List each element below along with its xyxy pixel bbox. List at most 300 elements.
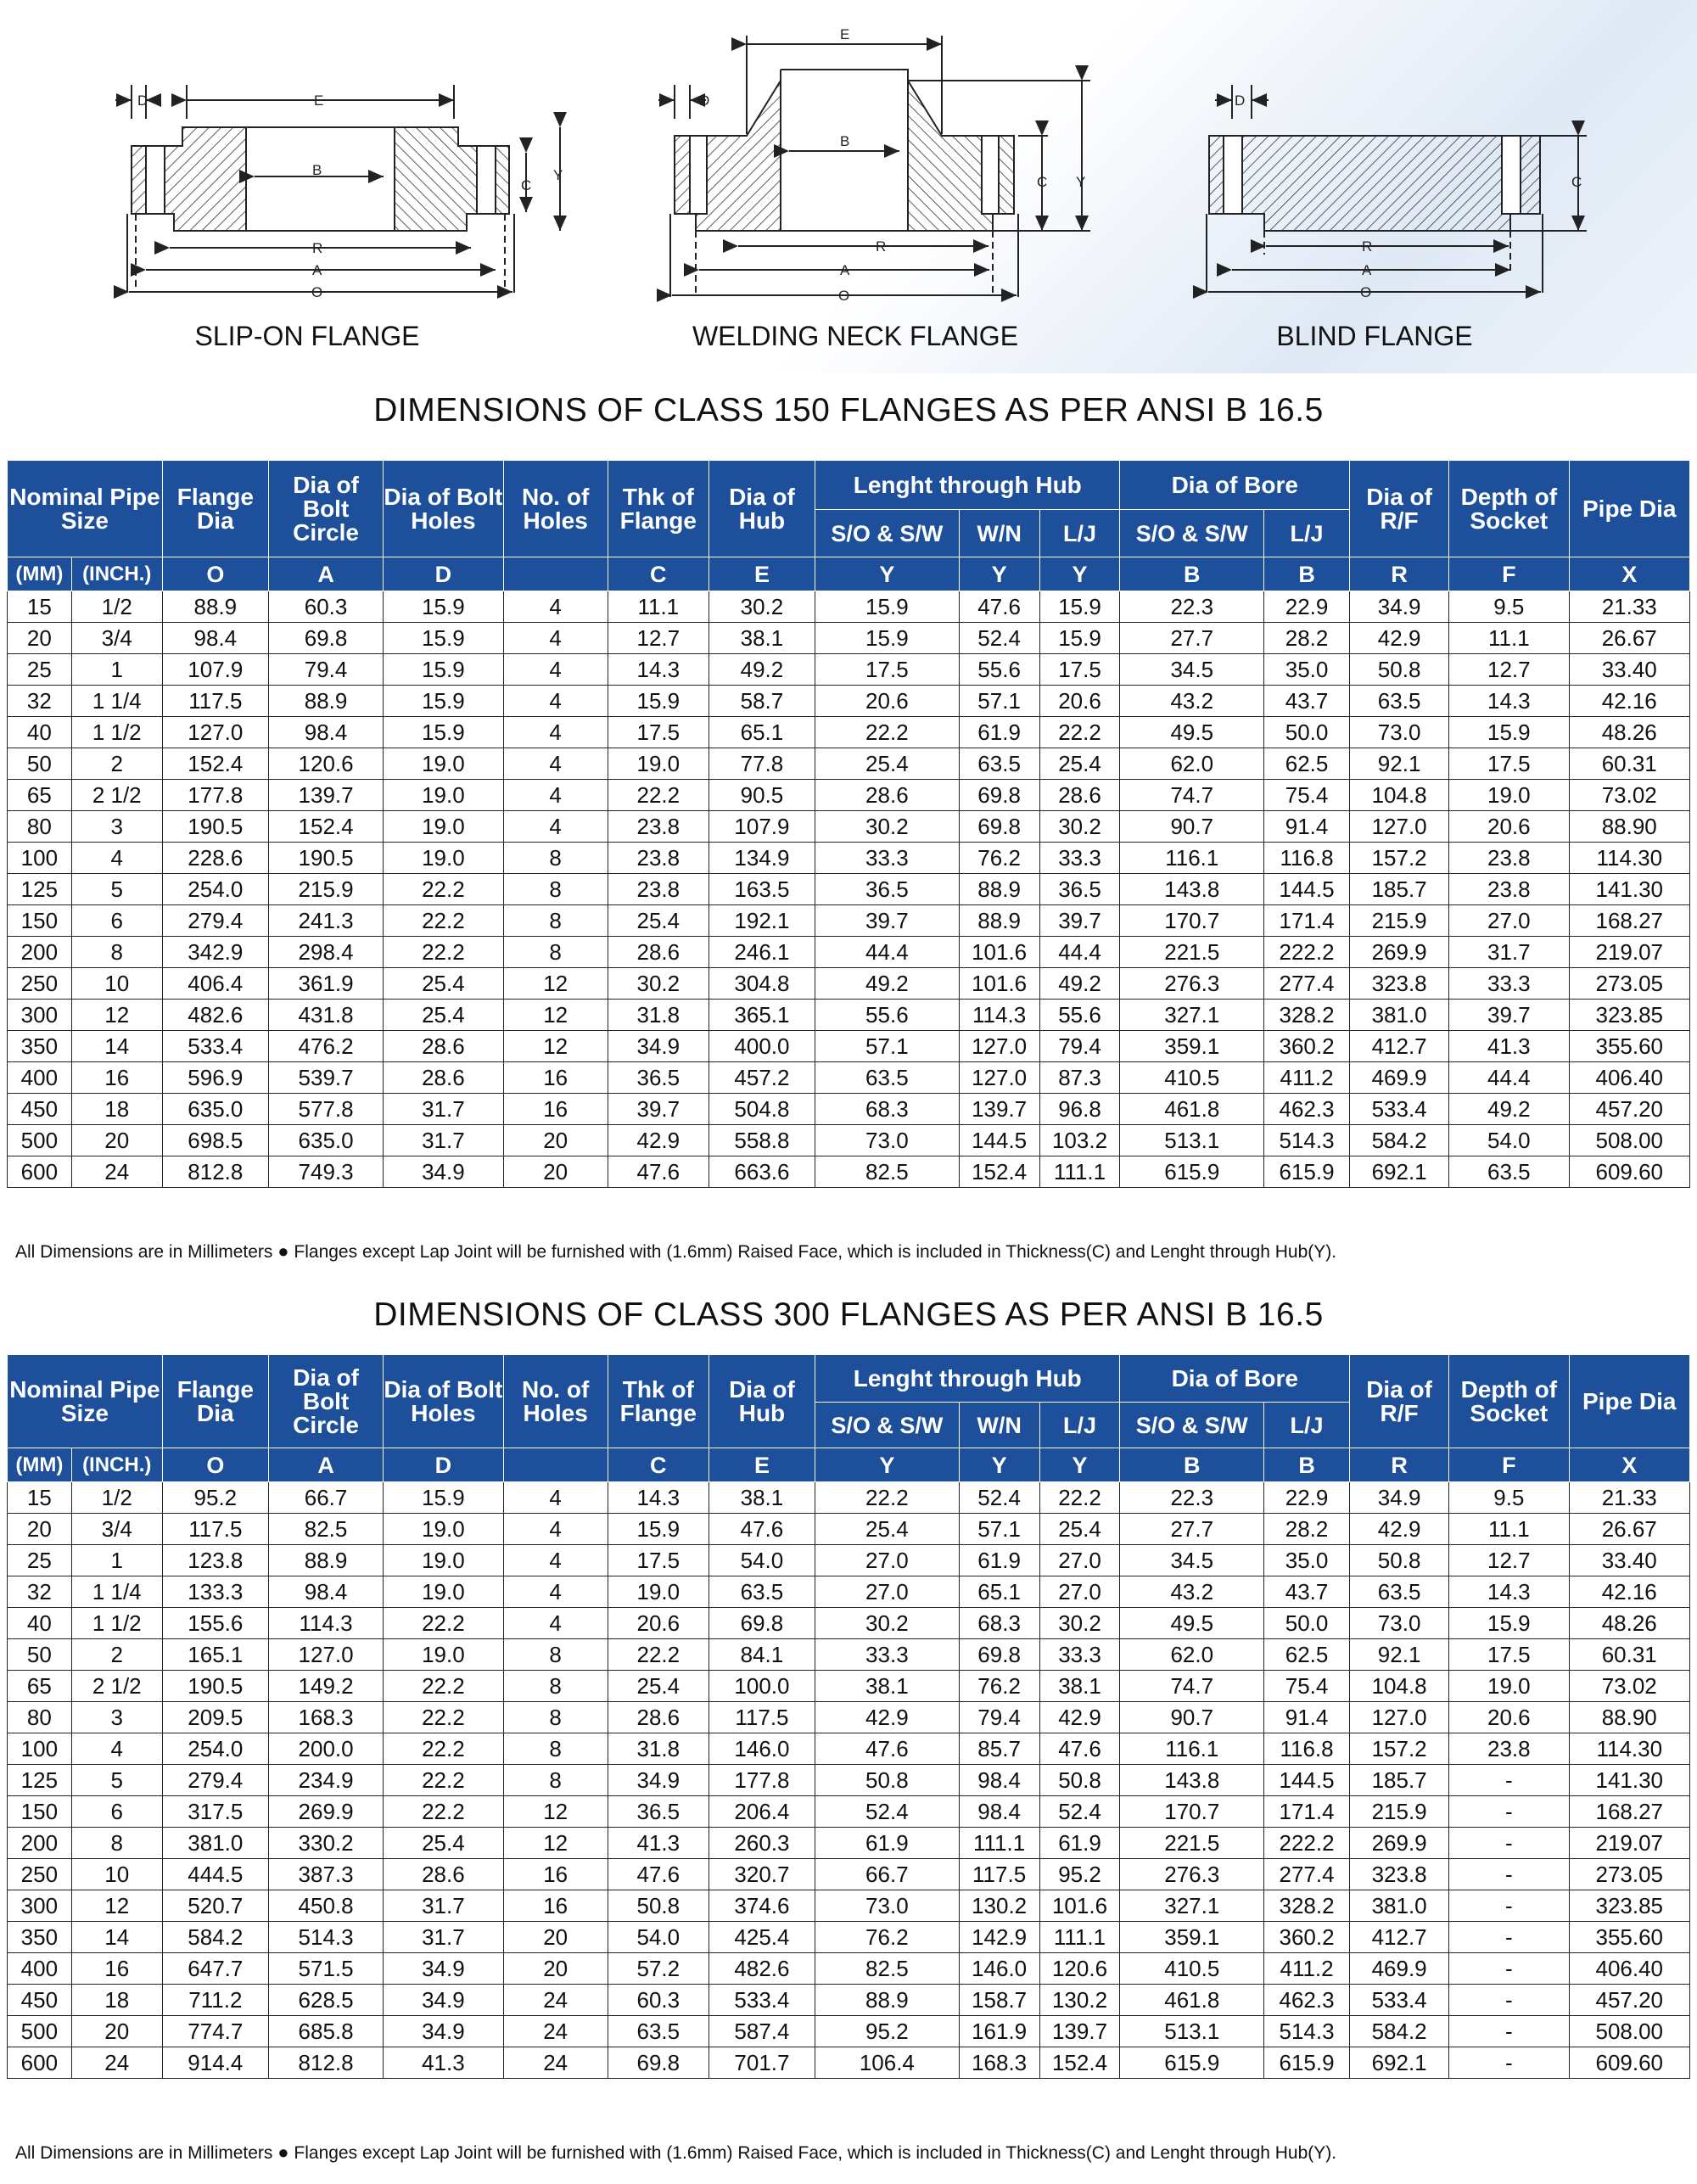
table-cell: 4: [503, 1514, 608, 1545]
table-cell: 206.4: [708, 1796, 815, 1828]
table-cell: 24: [71, 2047, 162, 2079]
table-cell: 33.3: [1449, 968, 1569, 1000]
table-cell: 22.2: [384, 905, 503, 937]
table-cell: 49.5: [1120, 1608, 1264, 1639]
table-cell: 406.4: [162, 968, 268, 1000]
table-cell: 50: [8, 748, 72, 780]
table-cell: 411.2: [1264, 1062, 1350, 1094]
table-cell: 49.2: [1039, 968, 1120, 1000]
table-cell: 24: [503, 1985, 608, 2016]
table-row: [8, 1062, 1690, 1094]
table-cell: 457.20: [1569, 1094, 1690, 1125]
table-cell: 22.3: [1120, 1482, 1264, 1514]
table-cell: 54.0: [1449, 1125, 1569, 1156]
table-cell: 3: [71, 811, 162, 843]
table-cell: 12: [503, 1796, 608, 1828]
table-cell: 62.5: [1264, 1639, 1350, 1671]
table-cell: 50.8: [1039, 1765, 1120, 1796]
table-cell: 73.0: [815, 1890, 960, 1922]
table-cell: 134.9: [708, 843, 815, 874]
table-cell: 146.0: [959, 1953, 1039, 1985]
table-cell: 38.1: [1039, 1671, 1120, 1702]
table-row: [8, 1828, 1690, 1859]
table-cell: 127.0: [959, 1031, 1039, 1062]
table-row: [8, 1702, 1690, 1733]
table-cell: 168.27: [1569, 905, 1690, 937]
table-cell: 98.4: [959, 1796, 1039, 1828]
table-cell: 14: [71, 1031, 162, 1062]
table-cell: 2: [71, 748, 162, 780]
svg-text:E: E: [840, 26, 850, 42]
table-cell: 49.2: [708, 654, 815, 686]
table-cell: 40: [8, 717, 72, 748]
svg-text:A: A: [1362, 262, 1372, 278]
table-cell: 4: [503, 591, 608, 623]
table-cell: 69.8: [959, 780, 1039, 811]
table-cell: 12: [503, 1828, 608, 1859]
table-cell: 317.5: [162, 1796, 268, 1828]
table-cell: 431.8: [268, 1000, 383, 1031]
table-cell: 127.0: [959, 1062, 1039, 1094]
hdr-length-hub: Lenght through Hub: [815, 461, 1120, 510]
table-cell: 222.2: [1264, 937, 1350, 968]
table-cell: 4: [71, 1733, 162, 1765]
table-cell: 15.9: [1039, 623, 1120, 654]
table-cell: 254.0: [162, 874, 268, 905]
table-cell: 1: [71, 1545, 162, 1576]
svg-text:B: B: [840, 133, 850, 149]
table-cell: 8: [71, 937, 162, 968]
table-cell: 11.1: [1449, 1514, 1569, 1545]
table-row: [8, 1545, 1690, 1576]
svg-text:O: O: [838, 288, 850, 304]
table-cell: 246.1: [708, 937, 815, 968]
table-cell: 10: [71, 1859, 162, 1890]
table-cell: 304.8: [708, 968, 815, 1000]
table-cell: 8: [503, 1702, 608, 1733]
table-cell: 50.0: [1264, 1608, 1350, 1639]
table-cell: 812.8: [268, 2047, 383, 2079]
table-row: [8, 1985, 1690, 2016]
table-row: [8, 1482, 1690, 1514]
table-cell: 277.4: [1264, 1859, 1350, 1890]
table-cell: 15.9: [1449, 1608, 1569, 1639]
table-cell: 79.4: [959, 1702, 1039, 1733]
table-cell: 101.6: [959, 937, 1039, 968]
table-cell: 28.6: [1039, 780, 1120, 811]
table-cell: -: [1449, 1890, 1569, 1922]
table-cell: 52.4: [815, 1796, 960, 1828]
hdr-y-so-sw: S/O & S/W: [815, 510, 960, 557]
table-cell: 95.2: [1039, 1859, 1120, 1890]
table-cell: 114.30: [1569, 843, 1690, 874]
table-cell: 34.9: [384, 1156, 503, 1188]
table-cell: 12: [503, 1031, 608, 1062]
table-cell: 609.60: [1569, 1156, 1690, 1188]
table-row: [8, 811, 1690, 843]
table-cell: 774.7: [162, 2016, 268, 2047]
table-cell: 635.0: [162, 1094, 268, 1125]
table-cell: 35.0: [1264, 1545, 1350, 1576]
table-cell: 15.9: [384, 591, 503, 623]
table-cell: 65: [8, 1671, 72, 1702]
table-cell: 54.0: [708, 1545, 815, 1576]
table-cell: 63.5: [1350, 686, 1449, 717]
table-cell: 6: [71, 1796, 162, 1828]
table-cell: 19.0: [384, 843, 503, 874]
table-cell: 461.8: [1120, 1094, 1264, 1125]
table-cell: 24: [71, 1156, 162, 1188]
table-row: [8, 1733, 1690, 1765]
table-cell: 221.5: [1120, 1828, 1264, 1859]
table-cell: 600: [8, 1156, 72, 1188]
table-cell: 342.9: [162, 937, 268, 968]
table-cell: 6: [71, 905, 162, 937]
table-row: [8, 654, 1690, 686]
table-cell: 8: [503, 1765, 608, 1796]
table-cell: 27.7: [1120, 1514, 1264, 1545]
table-cell: 30.2: [815, 1608, 960, 1639]
table-cell: 425.4: [708, 1922, 815, 1953]
hdr-length-hub: Lenght through Hub: [815, 1355, 1120, 1403]
table-cell: 28.6: [384, 1031, 503, 1062]
table-cell: 66.7: [815, 1859, 960, 1890]
table-cell: 360.2: [1264, 1922, 1350, 1953]
table-cell: 279.4: [162, 1765, 268, 1796]
table-cell: 55.6: [1039, 1000, 1120, 1031]
table-cell: 33.40: [1569, 654, 1690, 686]
table-cell: 4: [503, 654, 608, 686]
table-cell: 450: [8, 1985, 72, 2016]
table-cell: 31.8: [608, 1733, 708, 1765]
table-cell: 38.1: [708, 1482, 815, 1514]
table-cell: 101.6: [1039, 1890, 1120, 1922]
table-cell: 36.5: [1039, 874, 1120, 905]
sym-y1: Y: [815, 1448, 960, 1482]
table-cell: 104.8: [1350, 780, 1449, 811]
table-cell: 412.7: [1350, 1922, 1449, 1953]
table-cell: 812.8: [162, 1156, 268, 1188]
table-cell: 36.5: [608, 1796, 708, 1828]
table-cell: 508.00: [1569, 1125, 1690, 1156]
table-cell: 25: [8, 1545, 72, 1576]
table-cell: 65.1: [959, 1576, 1039, 1608]
table-cell: 34.9: [608, 1031, 708, 1062]
table-cell: 698.5: [162, 1125, 268, 1156]
table-cell: 103.2: [1039, 1125, 1120, 1156]
table-cell: 22.9: [1264, 1482, 1350, 1514]
table-cell: 16: [503, 1062, 608, 1094]
sym-b2: B: [1264, 557, 1350, 591]
svg-text:R: R: [876, 238, 887, 255]
table-cell: 88.9: [268, 1545, 383, 1576]
table-cell: 513.1: [1120, 1125, 1264, 1156]
table-cell: 215.9: [1350, 905, 1449, 937]
table-cell: 34.9: [384, 1985, 503, 2016]
svg-text:A: A: [312, 262, 322, 278]
table-cell: 323.8: [1350, 1859, 1449, 1890]
sym-y2: Y: [959, 557, 1039, 591]
table-row: [8, 1859, 1690, 1890]
table-cell: 74.7: [1120, 1671, 1264, 1702]
class300-note-raised-face: Flanges except Lap Joint will be furnished with (1.6mm) Raised Face, which is included in Thickness(C) and Lenght through Hub(Y).: [294, 2143, 1337, 2163]
table-cell: 42.9: [1039, 1702, 1120, 1733]
table-cell: 1/2: [71, 1482, 162, 1514]
table-cell: 63.5: [608, 2016, 708, 2047]
table-cell: 73.0: [815, 1125, 960, 1156]
table-cell: 60.3: [268, 591, 383, 623]
table-cell: 23.8: [608, 811, 708, 843]
table-cell: 35.0: [1264, 654, 1350, 686]
table-cell: 406.40: [1569, 1953, 1690, 1985]
table-cell: 61.9: [959, 1545, 1039, 1576]
table-cell: 39.7: [815, 905, 960, 937]
table-cell: 355.60: [1569, 1922, 1690, 1953]
sym-y3: Y: [1039, 557, 1120, 591]
table-cell: 406.40: [1569, 1062, 1690, 1094]
table-cell: 17.5: [1449, 1639, 1569, 1671]
table-cell: 8: [503, 905, 608, 937]
table-cell: 8: [503, 843, 608, 874]
class150-note-units: All Dimensions are in Millimeters: [15, 1242, 273, 1262]
table-cell: 20: [8, 623, 72, 654]
sym-a: A: [268, 1448, 383, 1482]
table-cell: 276.3: [1120, 1859, 1264, 1890]
table-cell: 76.2: [815, 1922, 960, 1953]
table-cell: 47.6: [608, 1859, 708, 1890]
table-row: [8, 1000, 1690, 1031]
sym-o: O: [162, 1448, 268, 1482]
table-cell: 33.3: [815, 843, 960, 874]
table-cell: 457.2: [708, 1062, 815, 1094]
table-cell: 17.5: [815, 654, 960, 686]
sym-f: F: [1449, 557, 1569, 591]
table-cell: 49.2: [1449, 1094, 1569, 1125]
table-cell: 171.4: [1264, 1796, 1350, 1828]
table-cell: 177.8: [708, 1765, 815, 1796]
table-cell: 4: [503, 623, 608, 654]
table-cell: 241.3: [268, 905, 383, 937]
table-cell: 74.7: [1120, 780, 1264, 811]
table-cell: 300: [8, 1890, 72, 1922]
table-cell: -: [1449, 1765, 1569, 1796]
sym-y2: Y: [959, 1448, 1039, 1482]
table-cell: 587.4: [708, 2016, 815, 2047]
table-cell: 450.8: [268, 1890, 383, 1922]
sym-blank: [503, 1448, 608, 1482]
table-cell: 20.6: [1449, 1702, 1569, 1733]
table-cell: 31.7: [384, 1094, 503, 1125]
svg-text:C: C: [1571, 174, 1582, 190]
table-cell: 539.7: [268, 1062, 383, 1094]
table-row: [8, 748, 1690, 780]
table-cell: 22.2: [815, 717, 960, 748]
table-cell: 330.2: [268, 1828, 383, 1859]
table-cell: 41.3: [384, 2047, 503, 2079]
table-cell: 1/2: [71, 591, 162, 623]
table-cell: 15.9: [608, 686, 708, 717]
table-cell: 152.4: [959, 1156, 1039, 1188]
hdr-y-wn: W/N: [959, 1403, 1039, 1448]
table-cell: 12: [71, 1000, 162, 1031]
table-cell: 9.5: [1449, 591, 1569, 623]
table-cell: 4: [503, 1545, 608, 1576]
table-cell: 22.2: [384, 1702, 503, 1733]
sym-e: E: [708, 1448, 815, 1482]
table-cell: 16: [503, 1890, 608, 1922]
table-cell: 4: [503, 717, 608, 748]
table-cell: 116.1: [1120, 843, 1264, 874]
sym-y3: Y: [1039, 1448, 1120, 1482]
table-cell: 15: [8, 1482, 72, 1514]
table-row: [8, 2047, 1690, 2079]
table-cell: 49.2: [815, 968, 960, 1000]
table-cell: 144.5: [1264, 1765, 1350, 1796]
table-row: [8, 780, 1690, 811]
table-cell: 22.9: [1264, 591, 1350, 623]
table-row: [8, 1922, 1690, 1953]
table-cell: 260.3: [708, 1828, 815, 1859]
table-cell: 39.7: [1039, 905, 1120, 937]
table-cell: -: [1449, 1859, 1569, 1890]
table-cell: 79.4: [1039, 1031, 1120, 1062]
table-cell: 22.2: [384, 937, 503, 968]
svg-text:B: B: [312, 162, 322, 178]
table-cell: 615.9: [1120, 2047, 1264, 2079]
table-cell: 4: [503, 686, 608, 717]
table-cell: 10: [71, 968, 162, 1000]
table-cell: 584.2: [1350, 1125, 1449, 1156]
table-cell: 88.9: [815, 1985, 960, 2016]
table-cell: 410.5: [1120, 1953, 1264, 1985]
table-cell: 15.9: [384, 623, 503, 654]
table-cell: 350: [8, 1031, 72, 1062]
table-cell: 88.9: [162, 591, 268, 623]
table-cell: 22.2: [384, 1671, 503, 1702]
table-cell: 692.1: [1350, 1156, 1449, 1188]
table-cell: 28.6: [608, 1702, 708, 1733]
table-cell: 412.7: [1350, 1031, 1449, 1062]
table-row: [8, 717, 1690, 748]
table-cell: 170.7: [1120, 1796, 1264, 1828]
table-cell: 157.2: [1350, 1733, 1449, 1765]
table-row: [8, 1765, 1690, 1796]
table-cell: 22.2: [384, 1608, 503, 1639]
sym-d: D: [384, 557, 503, 591]
table-cell: 30.2: [815, 811, 960, 843]
hdr-mm: (MM): [8, 557, 72, 591]
table-cell: 215.9: [268, 874, 383, 905]
table-cell: 19.0: [1449, 1671, 1569, 1702]
table-cell: 155.6: [162, 1608, 268, 1639]
table-cell: 27.0: [1039, 1576, 1120, 1608]
table-cell: 2 1/2: [71, 780, 162, 811]
table-cell: 12: [503, 1000, 608, 1031]
table-cell: 63.5: [1449, 1156, 1569, 1188]
table-cell: 111.1: [1039, 1156, 1120, 1188]
table-cell: 457.20: [1569, 1985, 1690, 2016]
table-cell: 8: [503, 1671, 608, 1702]
table-cell: 69.8: [708, 1608, 815, 1639]
table-cell: 8: [503, 937, 608, 968]
bullet-icon: ●: [277, 1240, 289, 1262]
table-cell: 18: [71, 1094, 162, 1125]
blind-flange-drawing: [1207, 85, 1587, 293]
table-cell: 52.4: [959, 623, 1039, 654]
table-cell: 23.8: [1449, 843, 1569, 874]
table-cell: 48.26: [1569, 717, 1690, 748]
table-cell: 75.4: [1264, 1671, 1350, 1702]
table-cell: 8: [503, 874, 608, 905]
sym-r: R: [1350, 557, 1449, 591]
class150-note: [15, 1240, 1336, 1263]
table-cell: 82.5: [268, 1514, 383, 1545]
hdr-bolt-holes: Dia of Bolt Holes: [384, 461, 503, 557]
table-row: [8, 1608, 1690, 1639]
table-cell: 28.6: [608, 937, 708, 968]
table-cell: 114.3: [959, 1000, 1039, 1031]
table-cell: 269.9: [1350, 937, 1449, 968]
table-cell: 63.5: [708, 1576, 815, 1608]
table-cell: 250: [8, 968, 72, 1000]
table-cell: 269.9: [268, 1796, 383, 1828]
table-cell: 152.4: [162, 748, 268, 780]
table-cell: 508.00: [1569, 2016, 1690, 2047]
svg-text:D: D: [137, 92, 148, 109]
table-cell: 50: [8, 1639, 72, 1671]
hdr-pipe-dia: Pipe Dia: [1569, 1355, 1690, 1448]
sym-b2: B: [1264, 1448, 1350, 1482]
table-cell: 80: [8, 811, 72, 843]
table-cell: 323.85: [1569, 1890, 1690, 1922]
hdr-thk: Thk of Flange: [608, 1355, 708, 1448]
table-cell: 91.4: [1264, 1702, 1350, 1733]
table-cell: 514.3: [1264, 1125, 1350, 1156]
table-cell: 533.4: [1350, 1094, 1449, 1125]
table-cell: 221.5: [1120, 937, 1264, 968]
table-cell: 77.8: [708, 748, 815, 780]
table-cell: 123.8: [162, 1545, 268, 1576]
hdr-b-lj: L/J: [1264, 1403, 1350, 1448]
hdr-nominal: Nominal Pipe Size: [8, 461, 163, 557]
table-cell: 23.8: [1449, 874, 1569, 905]
table-cell: 25.4: [815, 1514, 960, 1545]
svg-text:E: E: [314, 92, 324, 109]
table-cell: 158.7: [959, 1985, 1039, 2016]
table-cell: 69.8: [268, 623, 383, 654]
table-cell: 91.4: [1264, 811, 1350, 843]
table-cell: 80: [8, 1702, 72, 1733]
table-cell: 273.05: [1569, 968, 1690, 1000]
table-cell: 381.0: [162, 1828, 268, 1859]
table-cell: 47.6: [608, 1156, 708, 1188]
table-cell: 88.9: [268, 686, 383, 717]
svg-text:O: O: [311, 284, 323, 300]
table-cell: 139.7: [1039, 2016, 1120, 2047]
table-cell: 43.2: [1120, 686, 1264, 717]
table-cell: 98.4: [268, 1576, 383, 1608]
table-cell: 234.9: [268, 1765, 383, 1796]
sym-x: X: [1569, 1448, 1690, 1482]
hdr-depth-socket: Depth of Socket: [1449, 461, 1569, 557]
table-cell: 571.5: [268, 1953, 383, 1985]
table-cell: 4: [503, 748, 608, 780]
table-cell: 43.2: [1120, 1576, 1264, 1608]
table-cell: 33.3: [1039, 1639, 1120, 1671]
table-cell: 17.5: [1449, 748, 1569, 780]
table-cell: 150: [8, 1796, 72, 1828]
table-cell: 69.8: [608, 2047, 708, 2079]
